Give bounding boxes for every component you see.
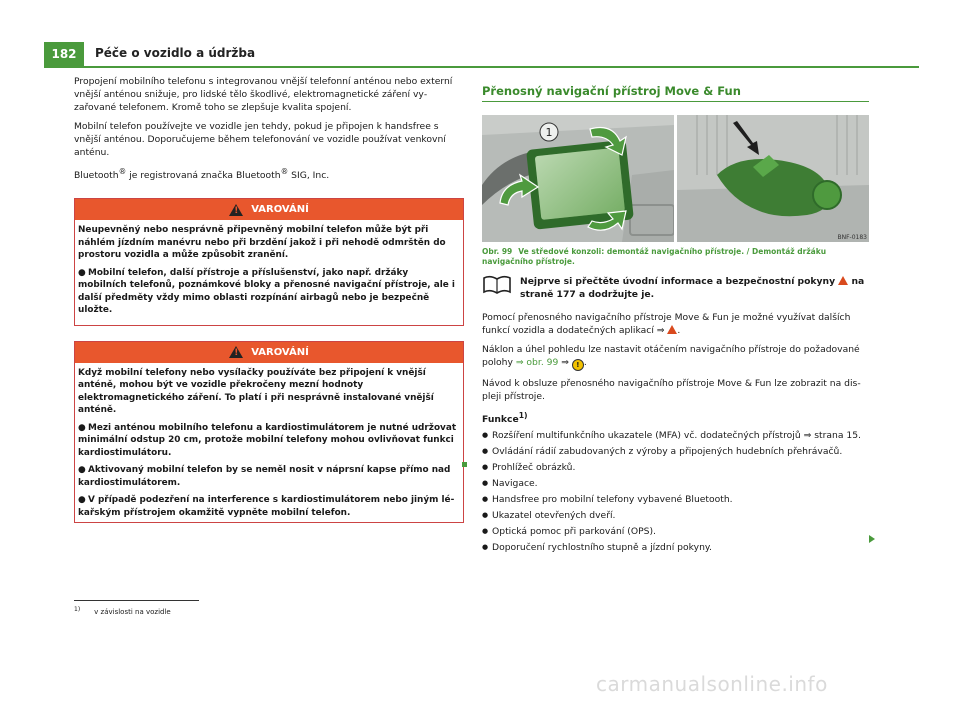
text: .: [677, 325, 681, 336]
registered-mark: ®: [118, 167, 127, 176]
chapter-title: Péče o vozidlo a údržba: [95, 46, 256, 60]
warning-text: V případě podezření na interference s kardiostimulátorem nebo jiným lékařským přístrojem okamžitě vypněte mobilní telefon.: [78, 495, 455, 518]
footnote: [74, 606, 171, 616]
warning-body: [75, 220, 463, 325]
paragraph: [482, 343, 869, 371]
paragraph: [482, 311, 869, 337]
warning-title: VAROVÁNÍ: [251, 204, 309, 216]
warning-text: Neupevněný nebo nesprávně připevněný mobilní telefon může být při náhlém jízdním manévru nebo při brzdění jakož i při nehodě odmrštěn do prostoru vozidla a může způsobit zranění.: [78, 225, 446, 261]
warning-text: Když mobilní telefony nebo vysílačky používáte bez připojení k vnější anténě, mohou být ve vozidle překročeny mezní hodnoty elektromagnetického záření. To platí i při nesprávně instalované vnější anténě.: [78, 367, 434, 416]
warning-header: [75, 199, 463, 220]
warning-text: Mezi anténou mobilního telefonu a kardiostimulátorem je nutné udržovat minimální odstup 20 cm, protože mobilní telefony mohou ovlivňovat funkci kardiostimulátoru.: [78, 422, 457, 458]
caution-note-icon: !: [572, 359, 584, 371]
list-item: ● Doporučení rychlostního stupně a jízdní pokyny.: [482, 541, 869, 554]
text: Náklon a úhel pohledu lze nastavit otáčením navigačního přístroje do požadované polohy: [482, 344, 860, 368]
list-item: ● Optická pomoc při parkování (OPS).: [482, 525, 869, 538]
section-rule: [482, 101, 869, 102]
warning-box: [74, 198, 464, 326]
paragraph: Návod k obsluze přenosného navigačního přístroje Move & Fun lze zobrazit na displeji přístroje.: [482, 378, 861, 402]
warning-body: [75, 363, 463, 523]
bullet-icon: ●: [78, 422, 86, 433]
warning-triangle-icon: [667, 325, 677, 334]
text: ⇒: [558, 357, 572, 368]
callout-label: 1: [545, 126, 553, 139]
text: SIG, Inc.: [288, 170, 330, 182]
warning-triangle-icon: [229, 204, 243, 216]
figure-99: [482, 115, 869, 242]
navigation-device-illustration: [482, 115, 674, 242]
note-text-start: Nejprve si přečtěte úvodní informace a bezpečnostní pokyny: [520, 276, 836, 287]
warning-title: VAROVÁNÍ: [251, 346, 309, 358]
page-number: 182: [44, 42, 84, 66]
list-item: ● Prohlížeč obrázků.: [482, 461, 869, 474]
text: Bluetooth: [74, 170, 119, 182]
footnote-ref: 1): [518, 411, 528, 420]
text: .: [583, 357, 587, 368]
warning-item: [78, 422, 460, 460]
left-column: [74, 75, 464, 523]
continue-arrow-icon: [869, 535, 875, 543]
figure-reference-link[interactable]: ⇒ obr. 99: [515, 357, 559, 368]
footnote-rule: [74, 600, 199, 601]
warning-item: [78, 464, 460, 489]
right-column: [482, 85, 869, 557]
warning-item: [78, 267, 460, 317]
read-first-note: [482, 275, 869, 301]
list-item: ● Ukazatel otevřených dveří.: [482, 509, 869, 522]
bullet-icon: ●: [78, 465, 86, 476]
text: Pomocí přenosného navigačního přístroje Move & Fun je možné využívat dalších funkcí vozidla a dodatečných aplikací ⇒: [482, 312, 851, 336]
figure-code: BNF-0183: [837, 234, 867, 241]
section-title: Přenosný navigační přístroj Move & Fun: [482, 84, 741, 98]
list-item: ● Navigace.: [482, 477, 869, 490]
section-end-marker: [462, 462, 467, 467]
open-book-icon: [482, 275, 512, 295]
footnote-text: v závislosti na vozidle: [94, 608, 171, 617]
note-text-end: na straně 177 a dodržujte je.: [520, 276, 865, 300]
header-rule: [44, 66, 919, 68]
functions-list: [482, 429, 869, 554]
list-item: ● Ovládání rádií zabudovaných z výroby a připojených hudebních přehrávačů.: [482, 445, 869, 458]
figure-caption-text: Ve středové konzoli: demontáž navigačního přístroje. / Demontáž držáku navigačního přístroje.: [482, 247, 827, 266]
figure-caption: [482, 247, 869, 267]
warning-triangle-icon: [229, 346, 243, 358]
paragraph: Mobilní telefon používejte ve vozidle jen tehdy, pokud je připojen k handsfree s vnější anténou. Doporučujeme během telefonování ve vozidle používat venkovní anténu.: [74, 121, 446, 158]
paragraph: [74, 165, 464, 182]
warning-box: [74, 341, 464, 524]
figure-panel-holder: [677, 115, 870, 242]
registered-mark: ®: [280, 167, 289, 176]
bullet-icon: ●: [78, 495, 86, 506]
figure-label: Obr. 99: [482, 247, 513, 256]
warning-item: [78, 494, 460, 519]
footnote-mark: 1): [74, 606, 81, 613]
figure-panel-device: [482, 115, 675, 242]
warning-text: Aktivovaný mobilní telefon by se neměl nosit v náprsní kapse přímo nad kardiostimulátorem.: [78, 465, 451, 488]
warning-triangle-icon: [838, 276, 848, 285]
note-text: [520, 275, 869, 301]
warning-text: Mobilní telefon, další přístroje a příslušenství, jako např. držáky mobilních telefonů, poznámkové bloky a přenosné navigační přístroje, ale i další předměty vždy mimo oblasti rozpínání airbagů nebo je bezpečně uložte.: [78, 267, 455, 316]
list-item: ● Rozšíření multifunkčního ukazatele (MFA) vč. dodatečných přístrojů ⇒ strana 15.: [482, 429, 869, 442]
functions-title-text: Funkce: [482, 414, 519, 426]
warning-header: [75, 342, 463, 363]
bullet-icon: ●: [78, 267, 86, 278]
paragraph: Propojení mobilního telefonu s integrovanou vnější telefonní anténou nebo externí vnější anténou snižuje, pro lidské tělo škodlivé, elektromagnetické záření vyzařované telefonem. Kromě toho se zlepšuje kvalita spojení.: [74, 76, 453, 113]
text: je registrovaná značka Bluetooth: [126, 170, 281, 182]
holder-illustration: [677, 115, 870, 242]
functions-title: [482, 409, 869, 426]
watermark: carmanualsonline.info: [596, 672, 828, 696]
list-item: ● Handsfree pro mobilní telefony vybavené Bluetooth.: [482, 493, 869, 506]
